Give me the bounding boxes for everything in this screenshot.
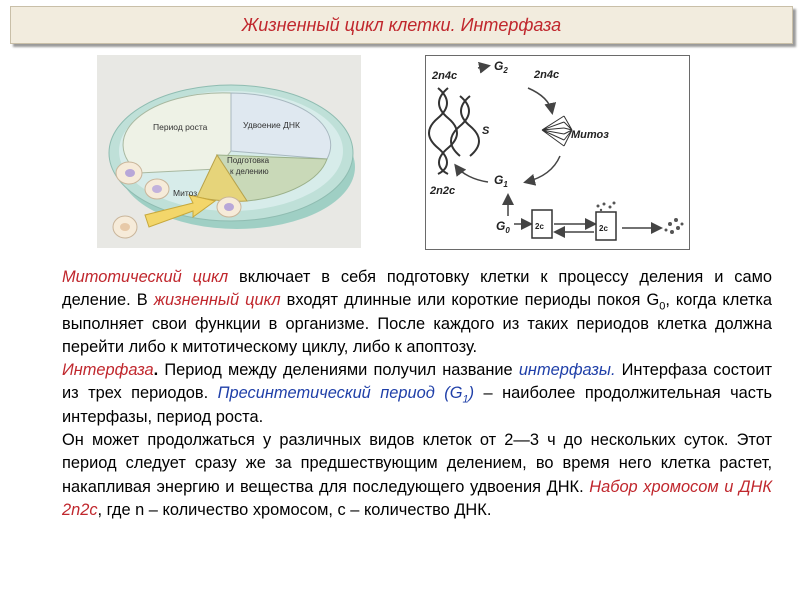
dna-helix-icon [429, 88, 479, 174]
term-interphase-blue: интерфазы. [518, 361, 616, 380]
text-span: , когда клетка выполняет свои функции в организме. После каждого из таких периодов клетка должна перейти либо к митотическому циклу, либо к апоптозу. [62, 291, 772, 356]
arrow-to-g1 [526, 156, 560, 182]
nucleus-icon [152, 185, 162, 193]
text-span: . [153, 361, 159, 380]
title-bar [10, 6, 793, 44]
subscript: 0 [659, 300, 666, 313]
text-span: , где n – количество хромосом, с – количество ДНК. [97, 500, 492, 519]
cell-box-1-label: 2c [535, 222, 544, 231]
text-span: включает в себя подготовку клетки к процессу деления и само деление. В [62, 268, 772, 310]
text-span: входят длинные или короткие периоды покоя G [280, 291, 660, 310]
paragraph-3 [30, 429, 772, 522]
label-ploidy-top-left: 2n4c [432, 70, 458, 82]
granules-icon [597, 202, 616, 212]
label-g1: $G_1$ [494, 173, 508, 189]
nucleus-icon [125, 169, 135, 177]
cell-cycle-wheel-figure [97, 55, 361, 248]
body-text [30, 266, 772, 522]
cell-cycle-wheel-svg [97, 55, 361, 248]
paragraph-1 [30, 266, 772, 359]
label-dna: Удвоение ДНК [243, 120, 300, 130]
text-span: Период между делениями получил название [158, 361, 519, 380]
label-g2: $G_2$ [494, 59, 508, 75]
spindle-icon [542, 116, 572, 146]
term-presynthetic: Пресинтетический период $(G_1)$ [217, 384, 475, 406]
paragraph-2 [30, 359, 772, 429]
arrow-to-g2 [478, 66, 488, 68]
term-life-cycle: жизненный цикл [153, 291, 281, 310]
label-prep-1: Подготовка [227, 156, 270, 165]
nucleus-icon [224, 203, 234, 211]
term-mitotic-cycle: Митотический цикл [62, 268, 229, 286]
text-span: Он может продолжаться у различных видов клеток от 2—3 ч до нескольких суток. Этот период следует сразу же за предшествующим делением, во время него клетка растет, накапливая энергию и вещества для последующего удвоения ДНК. [62, 431, 772, 496]
label-s: S [482, 125, 490, 137]
arrow-to-mitosis [528, 88, 552, 112]
label-mitosis: Митоз [571, 129, 609, 141]
term-chromosome-set: Набор хромосом и ДНК 2n2c [62, 477, 772, 519]
label-prep-2: к делению [230, 167, 269, 176]
label-growth: Период роста [153, 122, 208, 132]
label-mitosis: Митоз [173, 188, 198, 198]
term-interphase: Интерфаза [62, 361, 154, 380]
label-ploidy-top-right: 2n4c [534, 69, 560, 81]
text-span: – наиболее продолжительная часть интерфазы, период роста. [62, 384, 773, 426]
label-g0: $G_0$ [496, 219, 510, 235]
cell-cycle-schema-figure [425, 55, 690, 250]
arrow-to-s [456, 166, 488, 182]
cell-box-2-label: 2c [599, 224, 608, 233]
label-ploidy-bottom: 2n2c [430, 185, 456, 197]
nucleus-icon [120, 223, 130, 231]
slide-title: Жизненный цикл клетки. Интерфаза [241, 14, 562, 35]
cell-cycle-schema-svg [426, 56, 689, 249]
text-span: Интерфаза состоит из трех периодов. [62, 361, 772, 403]
apoptosis-icon [665, 218, 684, 234]
